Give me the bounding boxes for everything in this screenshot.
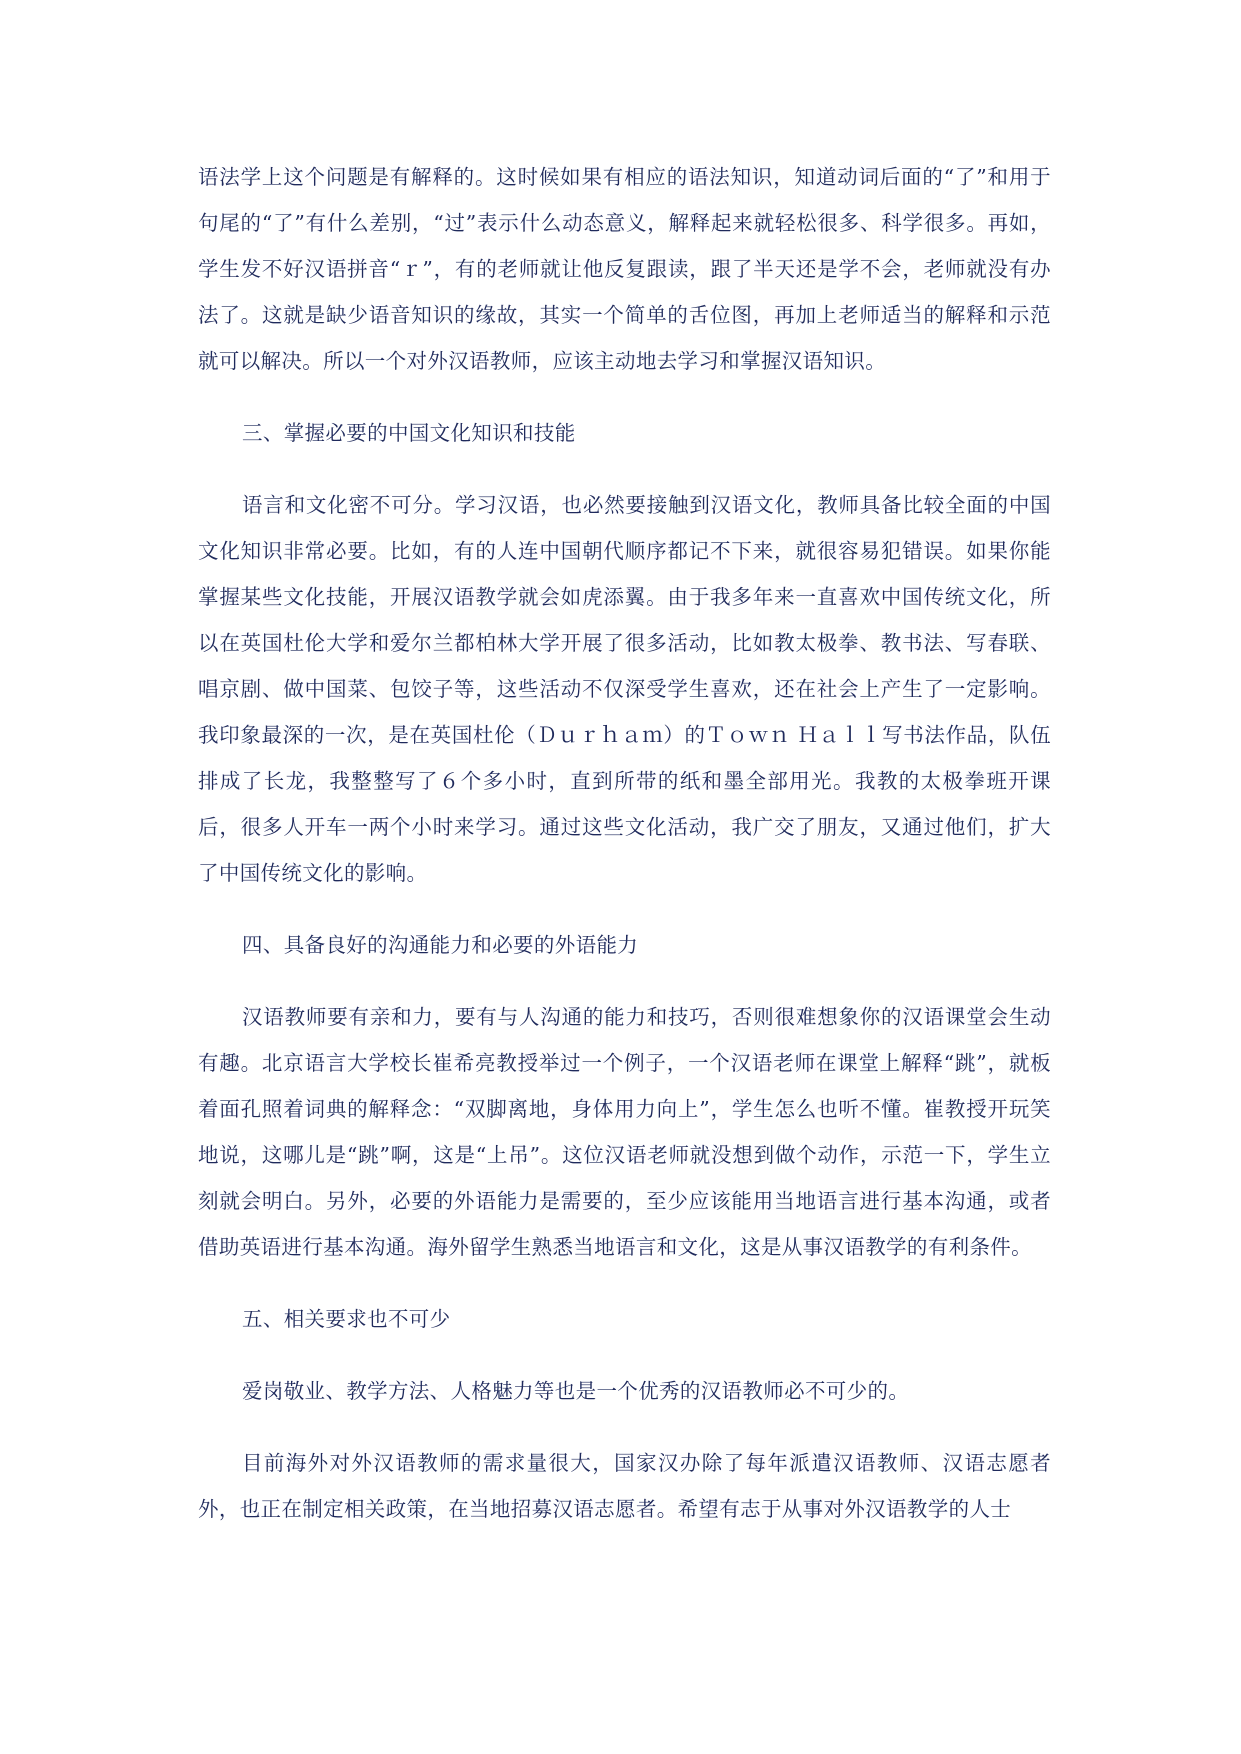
document-body — [198, 154, 1051, 1532]
paragraph-communication: 汉语教师要有亲和力，要有与人沟通的能力和技巧，否则很难想象你的汉语课堂会生动有趣。北京语言大学校长崔希亮教授举过一个例子，一个汉语老师在课堂上解释“跳”，就板着面孔照着词典的解释念：“双脚离地，身体用力向上”，学生怎么也听不懂。崔教授开玩笑地说，这哪儿是“跳”啊，这是“上吊”。这位汉语老师就没想到做个动作，示范一下，学生立刻就会明白。另外，必要的外语能力是需要的，至少应该能用当地语言进行基本沟通，或者借助英语进行基本沟通。海外留学生熟悉当地语言和文化，这是从事汉语教学的有利条件。 — [198, 1005, 1051, 1259]
section-heading-3: 三、掌握必要的中国文化知识和技能 — [242, 421, 576, 445]
section-heading-4: 四、具备良好的沟通能力和必要的外语能力 — [242, 933, 639, 957]
paragraph-culture: 语言和文化密不可分。学习汉语，也必然要接触到汉语文化，教师具备比较全面的中国文化知识非常必要。比如，有的人连中国朝代顺序都记不下来，就很容易犯错误。如果你能掌握某些文化技能，开展汉语教学就会如虎添翼。由于我多年来一直喜欢中国传统文化，所以在英国杜伦大学和爱尔兰都柏林大学开展了很多活动，比如教太极拳、教书法、写春联、唱京剧、做中国菜、包饺子等，这些活动不仅深受学生喜欢，还在社会上产生了一定影响。我印象最深的一次，是在英国杜伦（Ｄｕｒｈａｍ）的Ｔｏｗｎ Ｈａｌｌ写书法作品，队伍排成了长龙，我整整写了６个多小时，直到所带的纸和墨全部用光。我教的太极拳班开课后，很多人开车一两个小时来学习。通过这些文化活动，我广交了朋友，又通过他们，扩大了中国传统文化的影响。 — [198, 493, 1051, 885]
paragraph-other-requirements: 爱岗敬业、教学方法、人格魅力等也是一个优秀的汉语教师必不可少的。 — [242, 1379, 910, 1403]
paragraph-grammar-knowledge: 语法学上这个问题是有解释的。这时候如果有相应的语法知识，知道动词后面的“了”和用于句尾的“了”有什么差别，“过”表示什么动态意义，解释起来就轻松很多、科学很多。再如，学生发不好汉语拼音“ｒ”，有的老师就让他反复跟读，跟了半天还是学不会，老师就没有办法了。这就是缺少语音知识的缘故，其实一个简单的舌位图，再加上老师适当的解释和示范就可以解决。所以一个对外汉语教师，应该主动地去学习和掌握汉语知识。 — [198, 165, 1051, 373]
paragraph-demand: 目前海外对外汉语教师的需求量很大，国家汉办除了每年派遣汉语教师、汉语志愿者外，也正在制定相关政策，在当地招募汉语志愿者。希望有志于从事对外汉语教学的人士 — [198, 1451, 1051, 1521]
section-heading-5: 五、相关要求也不可少 — [242, 1307, 451, 1331]
